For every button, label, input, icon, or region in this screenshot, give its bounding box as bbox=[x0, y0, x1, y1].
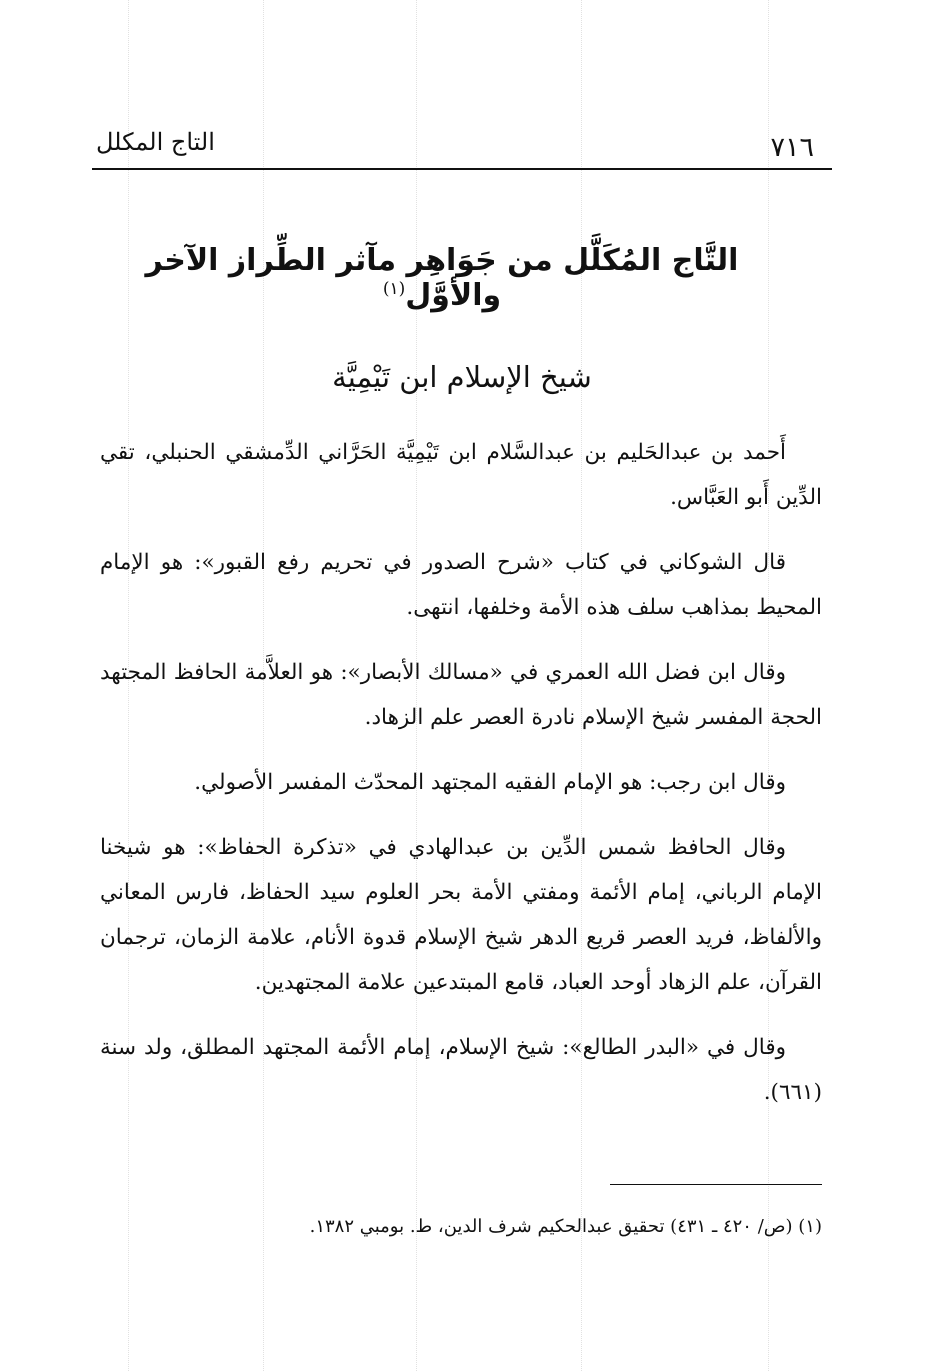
footnote-rule bbox=[610, 1184, 822, 1185]
header-rule bbox=[92, 168, 832, 170]
footnote-marker: (١) bbox=[382, 279, 406, 299]
body-text bbox=[100, 430, 822, 1135]
paragraph: وقال في «البدر الطالع»: شيخ الإسلام، إمام الأئمة المجتهد المطلق، ولد سنة (٦٦١). bbox=[100, 1035, 822, 1105]
page-number: ٧١٦ bbox=[770, 132, 814, 163]
paragraph: أَحمد بن عبدالحَليم بن عبدالسَّلام ابن تَيْمِيَّة الحَرَّاني الدِّمشقي الحنبلي، تقي الدِّين أَبو العَبَّاس. bbox=[100, 440, 822, 510]
chapter-title bbox=[92, 243, 792, 313]
chapter-title-text: التَّاج المُكَلَّل من جَوَاهِر مآثر الطِّراز الآخر والأوَّل bbox=[145, 243, 739, 313]
section-title: شيخ الإسلام ابن تَيْمِيَّة bbox=[332, 360, 592, 394]
paragraph: وقال ابن فضل الله العمري في «مسالك الأبصار»: هو العلاَّمة الحافظ المجتهد الحجة المفسر شيخ الإسلام نادرة العصر علم الزهاد. bbox=[100, 660, 822, 730]
paragraph: قال الشوكاني في كتاب «شرح الصدور في تحريم رفع القبور»: هو الإمام المحيط بمذاهب سلف هذه الأمة وخلفها، انتهى. bbox=[100, 550, 822, 620]
footnote: (١) (ص/ ٤٢٠ ـ ٤٣١) تحقيق عبدالحكيم شرف الدين، ط. بومبي ١٣٨٢. bbox=[309, 1216, 822, 1237]
page-header bbox=[92, 122, 832, 166]
paragraph: وقال الحافظ شمس الدِّين بن عبدالهادي في «تذكرة الحفاظ»: هو شيخنا الإمام الرباني، إمام الأئمة ومفتي الأمة بحر العلوم سيد الحفاظ، فارس المعاني والألفاظ، فريد العصر قريع الدهر شيخ الإسلام قدوة الأنام، علامة الزمان، ترجمان القرآن، علم الزهاد أوحد العباد، قامع المبتدعين علامة المجتهدين. bbox=[100, 835, 822, 995]
paragraph: وقال ابن رجب: هو الإمام الفقيه المجتهد المحدّث المفسر الأصولي. bbox=[194, 770, 786, 795]
running-title: التاج المكلل bbox=[96, 128, 215, 156]
